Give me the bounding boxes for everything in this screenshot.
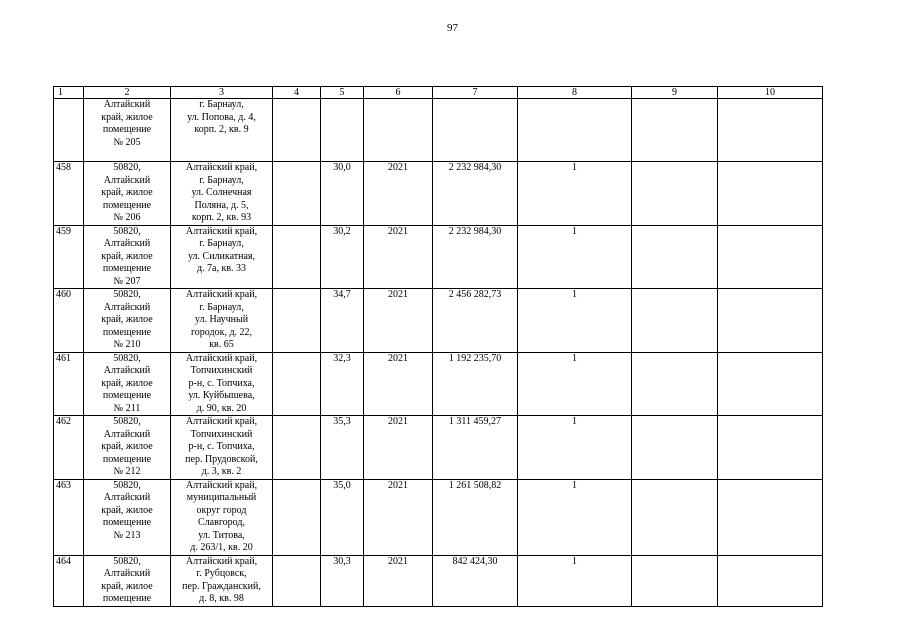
amount-cell: 2 232 984,30 [433,162,518,226]
quantity-cell: 1 [518,416,632,480]
quantity-cell: 1 [518,479,632,555]
table-row [54,99,823,162]
amount-cell: 842 424,30 [433,555,518,606]
col10-cell [718,416,823,480]
column-header-5: 5 [321,87,364,99]
amount-cell: 1 192 235,70 [433,352,518,416]
amount-cell: 1 261 508,82 [433,479,518,555]
col10-cell [718,555,823,606]
table-row [54,225,823,289]
row-number: 460 [54,289,84,353]
area-cell: 30,3 [321,555,364,606]
column-header-10: 10 [718,87,823,99]
col4-cell [273,99,321,162]
object-cell: 50820, Алтайский край, жилое помещение № 211 [84,352,171,416]
col9-cell [632,162,718,226]
address-cell: Алтайский край, г. Барнаул, ул. Силикатная, д. 7а, кв. 33 [171,225,273,289]
row-number: 458 [54,162,84,226]
col9-cell [632,289,718,353]
object-cell: 50820, Алтайский край, жилое помещение № 210 [84,289,171,353]
address-cell: Алтайский край, Топчихинский р-н, с. Топчиха, пер. Прудовской, д. 3, кв. 2 [171,416,273,480]
column-header-8: 8 [518,87,632,99]
object-cell: 50820, Алтайский край, жилое помещение № 213 [84,479,171,555]
column-header-2: 2 [84,87,171,99]
year-cell: 2021 [364,225,433,289]
row-number: 462 [54,416,84,480]
quantity-cell: 1 [518,289,632,353]
year-cell: 2021 [364,416,433,480]
address-cell: Алтайский край, Топчихинский р-н, с. Топчиха, ул. Куйбышева, д. 90, кв. 20 [171,352,273,416]
area-cell: 30,0 [321,162,364,226]
col9-cell [632,416,718,480]
column-header-1: 1 [54,87,84,99]
row-number [54,99,84,162]
area-cell: 30,2 [321,225,364,289]
amount-cell [433,99,518,162]
row-number: 464 [54,555,84,606]
col9-cell [632,352,718,416]
column-header-3: 3 [171,87,273,99]
year-cell: 2021 [364,162,433,226]
object-cell: 50820, Алтайский край, жилое помещение № 207 [84,225,171,289]
year-cell: 2021 [364,555,433,606]
quantity-cell: 1 [518,555,632,606]
quantity-cell: 1 [518,162,632,226]
col4-cell [273,352,321,416]
address-cell: Алтайский край, г. Барнаул, ул. Солнечная Поляна, д. 5, корп. 2, кв. 93 [171,162,273,226]
year-cell: 2021 [364,479,433,555]
address-cell: г. Барнаул, ул. Попова, д. 4, корп. 2, кв. 9 [171,99,273,162]
table-row [54,289,823,353]
year-cell: 2021 [364,352,433,416]
year-cell [364,99,433,162]
table-row [54,162,823,226]
table-row [54,479,823,555]
quantity-cell: 1 [518,352,632,416]
area-cell [321,99,364,162]
object-cell: Алтайский край, жилое помещение № 205 [84,99,171,162]
row-number: 461 [54,352,84,416]
col10-cell [718,99,823,162]
area-cell: 32,3 [321,352,364,416]
table-row [54,555,823,606]
col10-cell [718,479,823,555]
area-cell: 35,3 [321,416,364,480]
object-cell: 50820, Алтайский край, жилое помещение [84,555,171,606]
table-row [54,416,823,480]
row-number: 463 [54,479,84,555]
address-cell: Алтайский край, г. Рубцовск, пер. Гражданский, д. 8, кв. 98 [171,555,273,606]
col10-cell [718,289,823,353]
quantity-cell [518,99,632,162]
column-header-9: 9 [632,87,718,99]
data-table [53,86,823,607]
address-cell: Алтайский край, муниципальный округ город Славгород, ул. Титова, д. 263/1, кв. 20 [171,479,273,555]
column-header-7: 7 [433,87,518,99]
column-header-6: 6 [364,87,433,99]
col9-cell [632,479,718,555]
page-number: 97 [447,22,458,34]
col9-cell [632,225,718,289]
quantity-cell: 1 [518,225,632,289]
object-cell: 50820, Алтайский край, жилое помещение № 212 [84,416,171,480]
col10-cell [718,352,823,416]
row-number: 459 [54,225,84,289]
address-cell: Алтайский край, г. Барнаул, ул. Научный городок, д. 22, кв. 65 [171,289,273,353]
col9-cell [632,99,718,162]
col4-cell [273,162,321,226]
amount-cell: 2 456 282,73 [433,289,518,353]
area-cell: 34,7 [321,289,364,353]
col4-cell [273,416,321,480]
year-cell: 2021 [364,289,433,353]
object-cell: 50820, Алтайский край, жилое помещение № 206 [84,162,171,226]
col4-cell [273,479,321,555]
col10-cell [718,225,823,289]
col4-cell [273,289,321,353]
header-row [54,87,823,99]
col10-cell [718,162,823,226]
column-header-4: 4 [273,87,321,99]
area-cell: 35,0 [321,479,364,555]
col4-cell [273,555,321,606]
table-row [54,352,823,416]
col4-cell [273,225,321,289]
amount-cell: 2 232 984,30 [433,225,518,289]
amount-cell: 1 311 459,27 [433,416,518,480]
col9-cell [632,555,718,606]
